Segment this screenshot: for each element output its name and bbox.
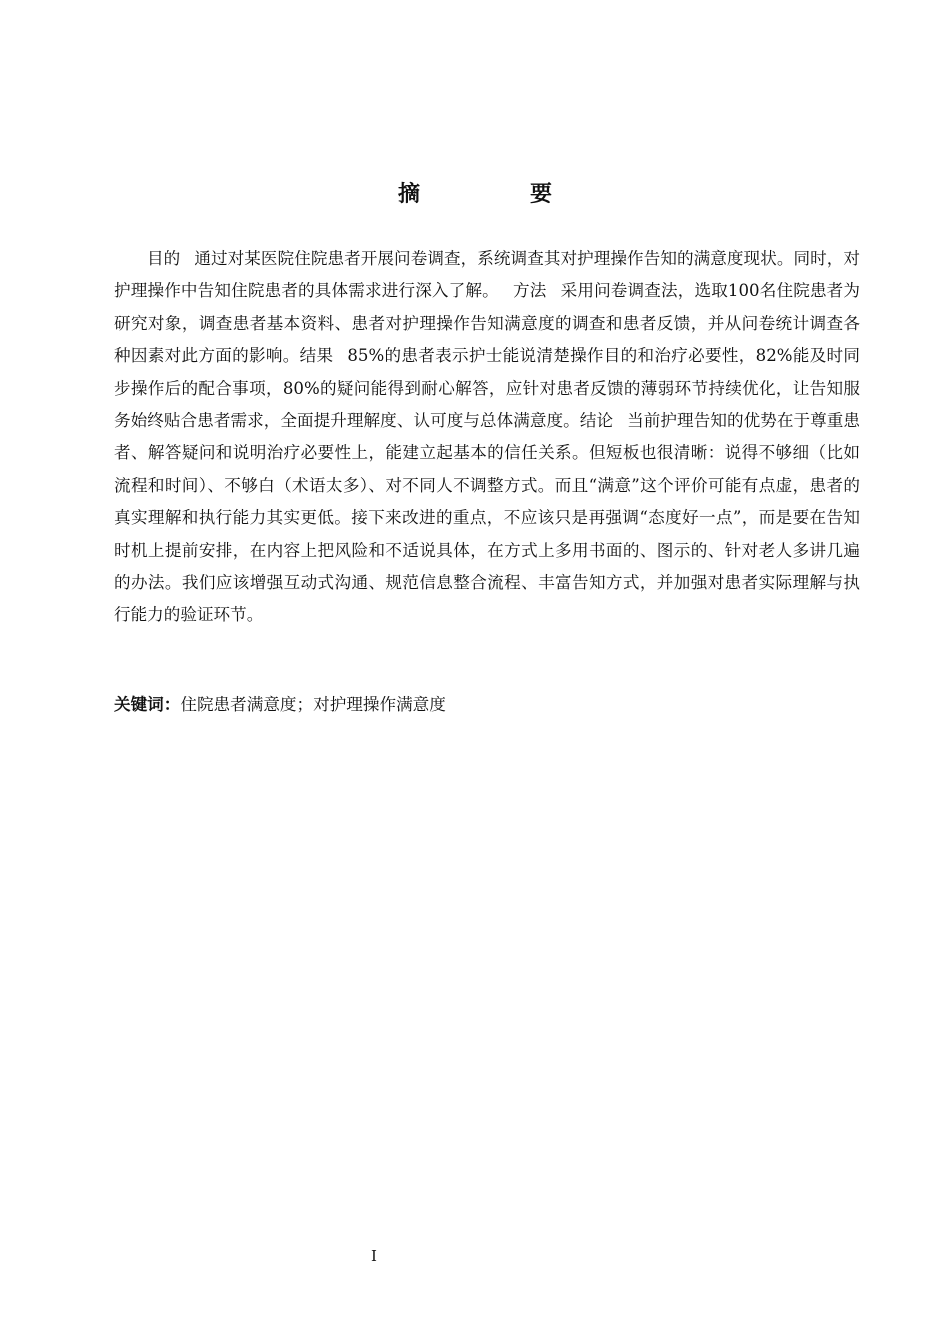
abstract-body bbox=[114, 243, 860, 632]
keywords-line bbox=[114, 690, 860, 720]
keywords-label: 关键词： bbox=[114, 695, 181, 714]
abstract-title: 摘 要 bbox=[397, 182, 596, 207]
conclusion-label: 结论 bbox=[579, 411, 614, 431]
result-label: 结果 bbox=[299, 346, 334, 366]
objective-label: 目的 bbox=[147, 249, 181, 268]
page-number: I bbox=[371, 1247, 377, 1265]
method-label: 方法 bbox=[512, 281, 547, 301]
result-text: 85%的患者表示护士能说清楚操作目的和治疗必要性，82%能及时同步操作后的配合事项，80%的疑问能得到耐心解答，应针对患者反馈的薄弱环节持续优化，让告知服务始终贴合患者需求，全面提升理解度、认可度与总体满意度。 bbox=[114, 346, 861, 431]
conclusion-text: 当前护理告知的优势在于尊重患者、解答疑问和说明治疗必要性上，能建立起基本的信任关系。但短板也很清晰：说得不够细（比如流程和时间）、不够白（术语太多）、对不同人不调整方式。而且“满意”这个评价可能有点虚，患者的真实理解和执行能力其实更低。接下来改进的重点，不应该只是再强调“态度好一点”，而是要在告知时机上提前安排，在内容上把风险和不适说具体，在方式上多用书面的、图示的、针对老人多讲几遍的办法。我们应该增强互动式沟通、规范信息整合流程、丰富告知方式，并加强对患者实际理解与执行能力的验证环节。 bbox=[114, 411, 861, 625]
keywords-text: 住院患者满意度；对护理操作满意度 bbox=[180, 695, 446, 714]
method-text: 采用问卷调查法，选取100名住院患者为研究对象，调查患者基本资料、患者对护理操作告知满意度的调查和患者反馈，并从问卷统计调查各种因素对此方面的影响。 bbox=[114, 281, 861, 366]
objective-text: 通过对某医院住院患者开展问卷调查，系统调查其对护理操作告知的满意度现状。同时，对护理操作中告知住院患者的具体需求进行深入了解。 bbox=[114, 249, 861, 301]
